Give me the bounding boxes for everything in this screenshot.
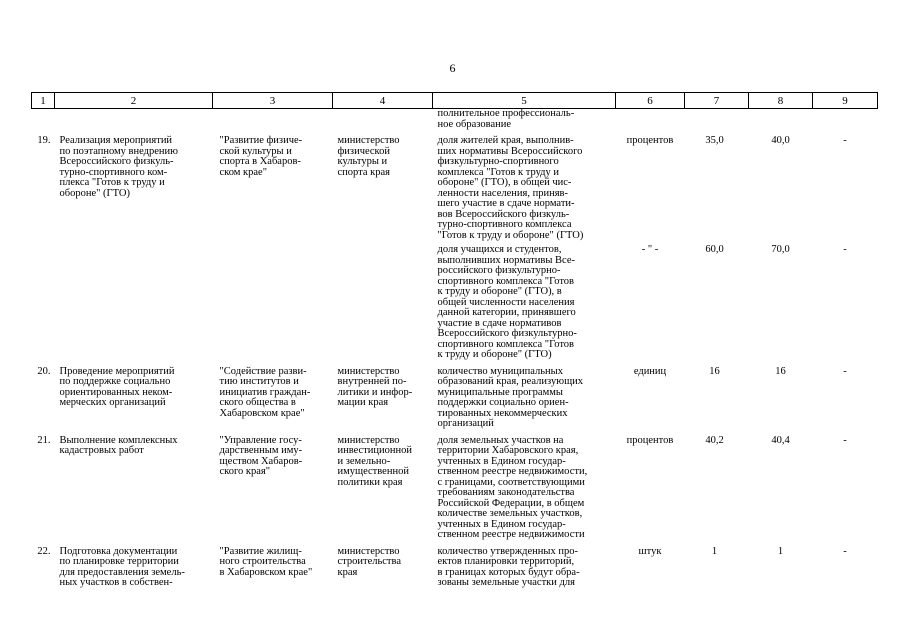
ministry-name: министерство инвестиционной и земельно- имущественной политики края [337, 434, 413, 488]
program-name: "Развитие жилищ- ного строительства в Хабаровском крае" [219, 545, 313, 578]
event-name: Подготовка документации по планировке территории для предоставления земель- ных участков в собствен- [59, 545, 185, 588]
ministry-name: министерство внутренней по- литики и инфор- мации края [337, 365, 413, 408]
column-header-6: 6 [616, 93, 685, 109]
program-name: "Содействие разви- тию институтов и инициатив граждан- ского общества в Хабаровском крае" [219, 365, 311, 419]
column-header-1: 1 [32, 93, 55, 109]
column-header-4: 4 [333, 93, 433, 109]
event-name: Проведение мероприятий по поддержке социально ориентированных неком- мерческих организаций [59, 365, 175, 408]
indicator-text: количество муниципальных образований края, реализующих муниципальные программы поддержки социально ориен- тированных некоммерческих организаций [437, 365, 584, 429]
table-row [32, 430, 878, 541]
row-number [32, 241, 55, 361]
unit-of-measure: процентов [626, 135, 674, 146]
continuation-row [32, 109, 878, 131]
unit-of-measure: штук [638, 545, 662, 557]
value-col-7: 16 [709, 365, 720, 377]
table-row [32, 541, 878, 589]
row-number: 22. [37, 545, 51, 557]
table-row [32, 130, 878, 241]
value-col-9: - [843, 365, 847, 377]
unit-of-measure: процентов [626, 434, 674, 446]
continued-indicator-text: полнительное профессиональ- ное образование [437, 108, 575, 130]
value-col-7: 35,0 [705, 135, 724, 146]
event-name [55, 241, 213, 361]
column-header-7: 7 [685, 93, 749, 109]
unit-of-measure: единиц [633, 365, 667, 377]
program-name: "Развитие физиче- ской культуры и спорта в Хабаров- ском крае" [219, 135, 303, 178]
row-number: 19. [37, 135, 51, 146]
unit-of-measure: - " - [641, 244, 659, 255]
table-row [32, 361, 878, 430]
column-header-5: 5 [433, 93, 616, 109]
value-col-9: - [843, 434, 847, 446]
column-number-header-row [32, 93, 878, 109]
value-col-8: 1 [777, 545, 784, 557]
value-col-9: - [843, 244, 847, 255]
value-col-9: - [843, 545, 847, 557]
program-name [213, 241, 333, 361]
table-row [32, 241, 878, 361]
row-number: 20. [37, 365, 51, 377]
column-header-3: 3 [213, 93, 333, 109]
row-number: 21. [37, 434, 51, 446]
ministry-name: министерство строительства края [337, 545, 402, 578]
value-col-8: 40,0 [771, 135, 790, 146]
value-col-8: 70,0 [771, 244, 790, 255]
value-col-8: 40,4 [771, 434, 790, 446]
indicator-text: количество утвержденных про- ектов планировки территорий, в границах которых будут обра- зованы земельные участки для [437, 545, 580, 588]
event-name: Выполнение комплексных кадастровых работ [59, 434, 178, 456]
indicator-text: доля учащихся и студентов, выполнивших нормативы Все- российского физкультурно- спортивного комплекса "Готов к труду и обороне" (ГТО), в общей численности населения данной категории, принявшего участие в сдаче нормативов Всероссийского физкультурно- спортивного комплекса "Готов к труду и обороне" (ГТО) [437, 244, 577, 360]
event-name: Реализация мероприятий по поэтапному внедрению Всероссийского физкуль- турно-спортивного ком- плекса "Готов к труду и обороне" (ГТО) [59, 135, 178, 199]
program-table [31, 92, 878, 589]
value-col-7: 40,2 [705, 434, 724, 446]
value-col-7: 1 [711, 545, 718, 557]
program-name: "Управление госу- дарственным иму- ществом Хабаров- ского края" [219, 434, 303, 477]
value-col-8: 16 [775, 365, 786, 377]
value-col-9: - [843, 135, 847, 146]
indicator-text: доля земельных участков на территории Хабаровского края, учтенных в Едином государ- ственном реестре недвижимости, с границами, соответствующими требованиям законодательства Российской Федерации, в общем количестве земельных участков, учтенных в Едином государ- ственном реестре недвижимости [437, 434, 588, 540]
value-col-7: 60,0 [705, 244, 724, 255]
page-number: 6 [449, 61, 456, 75]
indicator-text: доля жителей края, выполнив- ших нормативы Всероссийского физкультурно-спортивного комплекса "Готов к труду и обороне" (ГТО), в общей чис- ленности населения, приняв- шего участие в сдаче нормати- вов Всероссийского физкуль- турно-спортивного комплекса "Готов к труду и обороне" (ГТО) [437, 135, 584, 241]
column-header-8: 8 [749, 93, 813, 109]
column-header-9: 9 [813, 93, 878, 109]
ministry-name [333, 241, 433, 361]
column-header-2: 2 [55, 93, 213, 109]
ministry-name: министерство физической культуры и спорта края [337, 135, 400, 178]
